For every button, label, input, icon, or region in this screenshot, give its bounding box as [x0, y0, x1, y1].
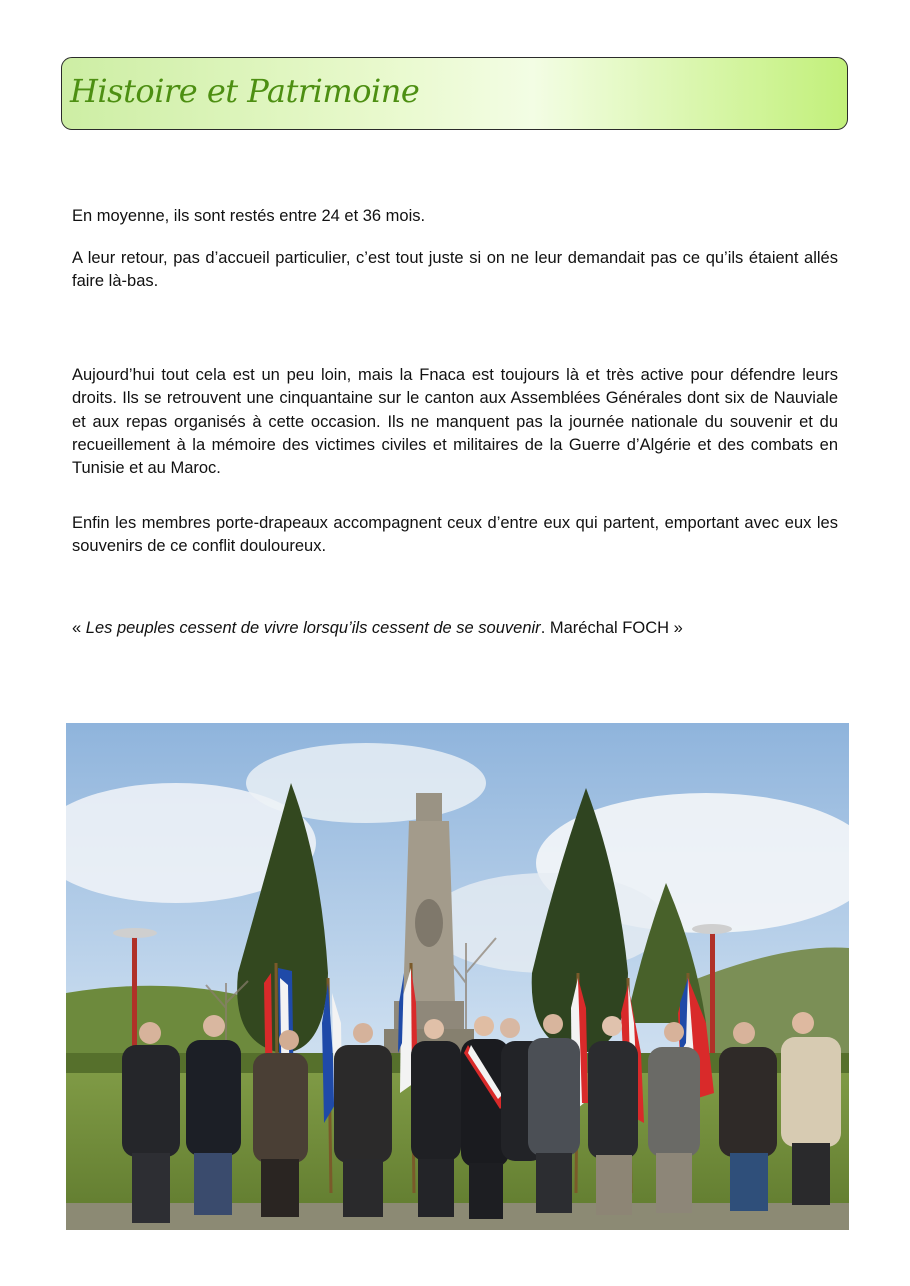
quote-author: . Maréchal FOCH »: [540, 619, 683, 637]
section-title: Histoire et Patrimoine: [70, 72, 420, 110]
paragraph-flag-bearers: Enfin les membres porte-drapeaux accompagnent ceux d’entre eux qui partent, emportant avec eux les souvenirs de ce conflit douloureux.: [72, 514, 838, 556]
group-photo: [66, 723, 849, 1230]
paragraph-fnaca: Aujourd’hui tout cela est un peu loin, mais la Fnaca est toujours là et très active pour défendre leurs droits. Ils se retrouvent une cinquantaine sur le canton aux Assemblées Générales dont six de Nauviale et aux repas organisés à cette occasion. Ils ne manquent pas la journée nationale du souvenir et du recueillement à la mémoire des victimes civiles et militaires de la Guerre d’Algérie et des combats en Tunisie et au Maroc.: [72, 366, 838, 478]
section-header: [61, 57, 848, 130]
quote-text: Les peuples cessent de vivre lorsqu’ils cessent de se souvenir: [85, 619, 541, 637]
quote-foch: [72, 617, 838, 640]
paragraph-duration: En moyenne, ils sont restés entre 24 et 36 mois.: [72, 207, 426, 225]
quote-open: «: [72, 619, 86, 637]
paragraph-return: A leur retour, pas d’accueil particulier, c’est tout juste si on ne leur demandait pas ce qu’ils étaient allés faire là-bas.: [72, 249, 838, 291]
